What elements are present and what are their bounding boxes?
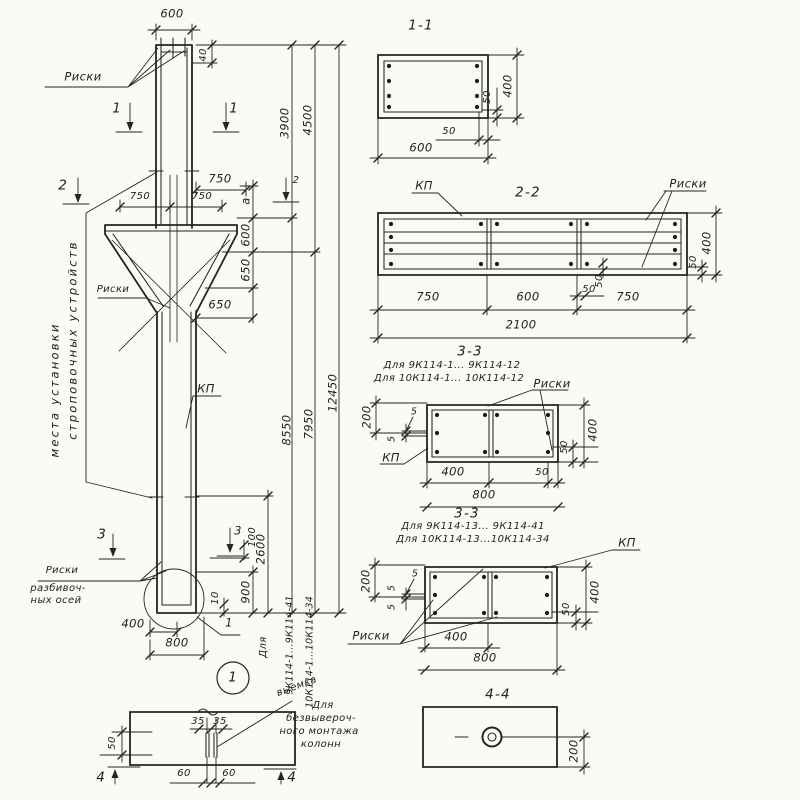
dim-35-right: 35 [213,716,227,727]
s22-dim-750-left: 750 [416,289,440,304]
s22-dim-50-a: 50 [582,284,596,295]
s33b-riski-label: Риски [352,628,390,643]
dimension-lines [38,24,722,784]
s33b-applies-2: Для 10К114-13...10К114-34 [396,534,550,545]
applies-range-1: 9К114-1...9К114-41 [284,595,296,695]
section-4-4-title: 4-4 [485,686,511,703]
dim-top-600: 600 [160,6,184,21]
dim-corbel-750-left: 750 [129,191,151,202]
s33a-dim-400-right: 400 [585,418,600,442]
dim-corbel-600: 600 [238,223,253,247]
dim-400-bottom: 400 [121,616,145,631]
dim-8550: 8550 [279,414,294,446]
s33b-dim-400-bottom: 400 [444,629,468,644]
s22-dim-2100: 2100 [505,317,537,332]
s11-dim-50-v: 50 [482,90,493,104]
s33b-dim-5-b: 5 [386,584,398,592]
dim-corbel-650-v: 650 [238,258,253,282]
section-mark-1-left: 1 [112,100,122,117]
s33b-dim-200: 200 [358,569,373,593]
dim-2600: 2600 [253,533,268,565]
dim-3900: 3900 [277,107,292,139]
riski-top-label: Риски [64,69,102,84]
strop-places-note-line2: строповочных устройств [65,240,80,440]
dim-40: 40 [198,48,209,62]
dim-60-right: 60 [222,768,236,779]
base-note-line3: ного монтажа [279,726,359,737]
s33a-dim-200: 200 [359,405,374,429]
s22-riski-label: Риски [669,176,707,191]
dim-corbel-750-top: 750 [208,171,232,186]
dim-50-base: 50 [107,736,118,750]
s33b-applies-1: Для 9К114-13... 9К114-41 [401,521,545,532]
dim-corbel-650-h: 650 [208,297,232,312]
dim-corbel-a: а [238,197,253,205]
detail-ref-number: 1 [228,669,238,686]
s22-dim-600: 600 [516,289,540,304]
section-1-1-title: 1-1 [408,17,434,34]
section-mark-1-right: 1 [229,100,239,117]
detail-zone-circle [144,569,204,629]
section-mark-2-right: 2 [292,175,300,186]
riski-axes-line2: разбивоч- [30,583,86,594]
dim-100: 100 [247,526,258,548]
riski-axes-line1: Риски [45,565,79,576]
dim-7950: 7950 [301,408,316,440]
dim-900: 900 [238,580,253,604]
s33b-dim-800: 800 [473,650,497,665]
base-note-line1: Для [312,700,334,711]
s33b-kp-label: КП [618,535,636,550]
dim-35-left: 35 [191,716,205,727]
s33b-dim-5-c: 5 [386,603,398,611]
s44-dim-200: 200 [566,739,581,763]
base-note-line2: безвывероч- [286,713,356,724]
anchor-hole-outer [483,728,502,747]
dim-10: 10 [210,591,221,605]
s33a-dim-800: 800 [472,487,496,502]
section-arrowheads [75,122,290,780]
s33b-dim-50-right: 50 [561,602,572,616]
section-2-2-title: 2-2 [515,184,541,201]
riski-corbel-label: Риски [96,284,130,295]
section-mark-4-left: 4 [96,769,106,786]
anchor-hole-inner [488,733,496,741]
s33a-riski-label: Риски [533,376,571,391]
dim-800-bottom: 800 [165,635,189,650]
section-3-3a-title: 3-3 [457,343,483,360]
s33a-dim-50-right: 50 [559,440,570,454]
section-3-3b-title: 3-3 [454,505,480,522]
s33a-dim-400-bottom: 400 [441,464,465,479]
section-mark-3-left: 3 [97,526,107,543]
section-mark-3-right: 3 [234,523,242,538]
detail-leader-1: 1 [225,615,233,630]
s22-kp-label: КП [415,178,433,193]
s33a-dim-5-a: 5 [410,406,418,418]
s33a-applies-1: Для 9К114-1... 9К114-12 [383,360,521,371]
dim-12450: 12450 [325,373,340,413]
s33b-dim-400-right: 400 [587,580,602,604]
s33a-dim-50-bottom: 50 [535,467,549,478]
dim-60-left: 60 [177,768,191,779]
s11-dim-50-h: 50 [442,126,456,137]
section-mark-4-right: 4 [287,769,297,786]
dim-corbel-750-right: 750 [191,191,213,202]
strop-places-note-line1: места установки [47,322,62,458]
s11-dim-400: 400 [500,74,515,98]
column-outline [105,45,687,767]
riski-axes-line3: ных осей [30,595,82,606]
s33a-dim-5-b: 5 [386,435,398,443]
s22-dim-50-b: 50 [594,274,605,288]
kp-label-elevation: КП [197,381,215,396]
s33b-dim-5-a: 5 [411,568,419,580]
s11-dim-600: 600 [409,140,433,155]
applies-range-2: 10К114-1...10К114-34 [304,596,316,708]
s22-dim-400: 400 [699,231,714,255]
s33a-applies-2: Для 10К114-1... 10К114-12 [373,373,525,384]
s22-dim-750-right: 750 [616,289,640,304]
base-note-line4: колонн [300,739,342,750]
recess-note: выемка [275,674,319,699]
s33a-kp-label: КП [382,450,400,465]
s22-dim-50-c: 50 [688,255,699,269]
applies-prefix: Для [258,636,269,658]
dim-4500: 4500 [300,104,315,136]
section-mark-2-left: 2 [58,177,68,194]
